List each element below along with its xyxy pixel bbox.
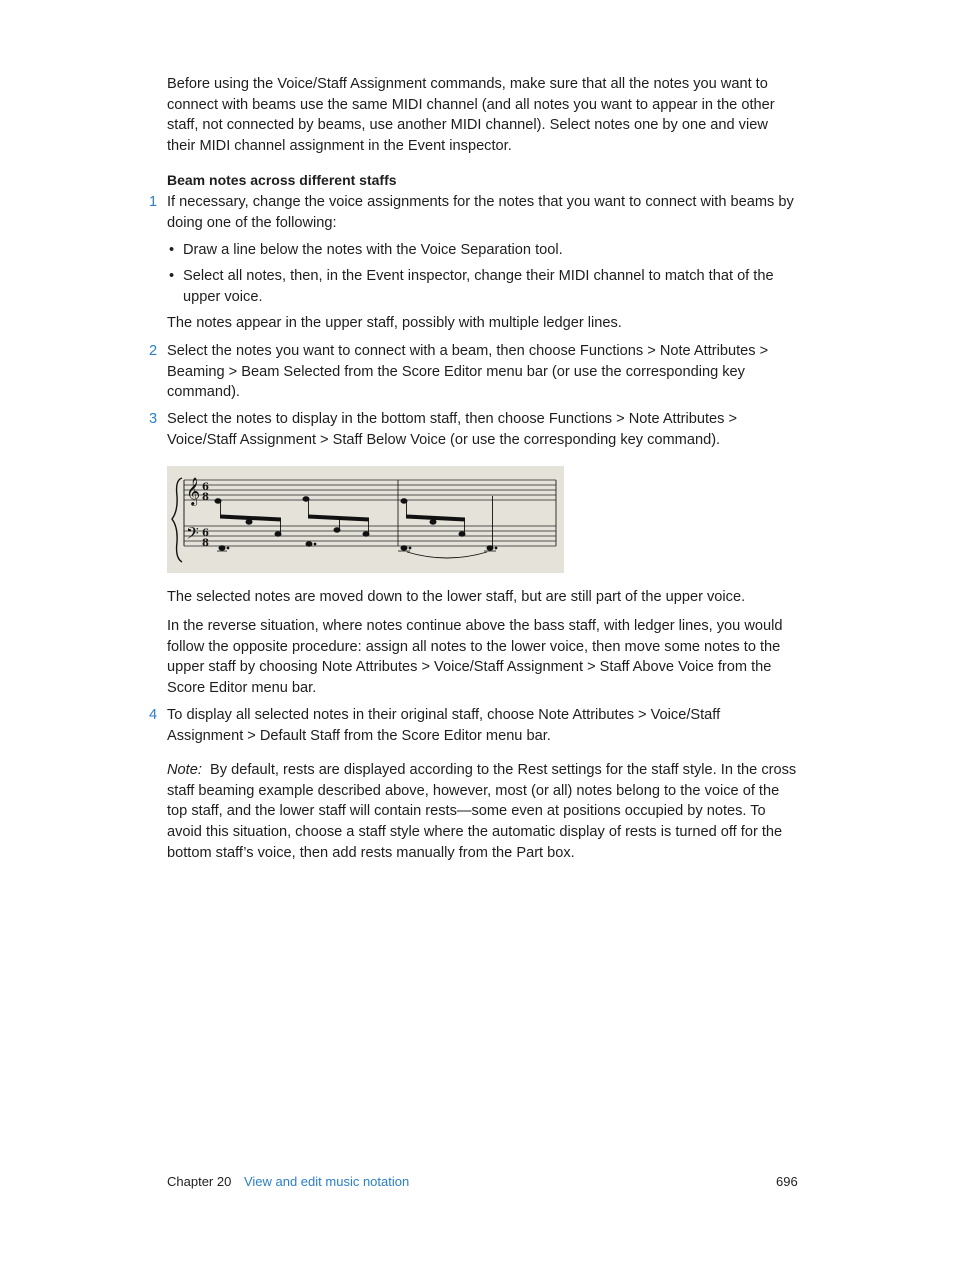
intro-paragraph: Before using the Voice/Staff Assignment commands, make sure that all the notes you want to connect with beams use the same MIDI channel (and all notes you want to appear in the other staff, not connected by beams, use another MIDI channel). Select notes one by one and view their MIDI channel assignment in the Event inspector. <box>167 76 775 155</box>
footer-chapter <box>167 1172 409 1193</box>
bullet-text: Select all notes, then, in the Event inspector, change their MIDI channel to match that of the upper voice. <box>183 268 774 305</box>
beam-group <box>303 497 369 546</box>
bass-clef-icon: 𝄢 <box>186 523 199 547</box>
time-sig-top: 6 <box>202 482 209 493</box>
bass-staff <box>184 526 556 546</box>
note-label: Note: <box>167 762 202 778</box>
treble-staff <box>184 480 556 500</box>
step-number: 1 <box>149 194 158 210</box>
step-number: 2 <box>149 343 158 359</box>
page-number: 696 <box>776 1174 798 1189</box>
brace-icon <box>172 478 182 562</box>
reverse-situation-paragraph: In the reverse situation, where notes continue above the bass staff, with ledger lines, you would follow the opposite procedure: assign all notes to the lower voice, then move some notes to the upper staff by choosing Note Attributes > Voice/Staff Assignment > Staff Above Voice from the Score Editor menu bar. <box>167 618 783 697</box>
bullet-text: Draw a line below the notes with the Voice Separation tool. <box>183 242 563 258</box>
note-text: By default, rests are displayed according to the Rest settings for the staff style. In the cross staff beaming example described above, however, most (or all) notes belong to the voice of the top staff, and the lower staff will contain rests—some even at positions occupied by notes. To avoid this situation, choose a staff style where the automatic display of rests is turned off for the bottom staff’s voice, then add rests manually from the Part box. <box>167 762 797 861</box>
chapter-number: Chapter 20 <box>167 1174 232 1189</box>
after-bullets-paragraph: The notes appear in the upper staff, possibly with multiple ledger lines. <box>167 315 622 331</box>
step-text: To display all selected notes in their original staff, choose Note Attributes > Voice/Staff Assignment > Default Staff from the Score Editor menu bar. <box>167 707 721 744</box>
section-heading: Beam notes across different staffs <box>167 172 397 188</box>
score-notation <box>167 466 564 573</box>
beam-group <box>215 499 281 551</box>
step-number: 4 <box>149 707 158 723</box>
step-text: If necessary, change the voice assignments for the notes that you want to connect with beams by doing one of the following: <box>167 194 794 231</box>
score-figure <box>167 466 564 573</box>
beam-group <box>398 496 497 558</box>
note-paragraph <box>167 760 797 864</box>
step-text: Select the notes to display in the bottom staff, then choose Functions > Note Attributes > Voice/Staff Assignment > Staff Below Voice (or use the corresponding key command). <box>167 411 738 448</box>
treble-clef-icon: 𝄞 <box>186 477 201 505</box>
bullet-dot: • <box>169 242 175 258</box>
time-sig-top: 6 <box>202 528 209 539</box>
time-sig-bottom: 8 <box>202 492 209 503</box>
step-text: Select the notes you want to connect with a beam, then choose Functions > Note Attributes > Beaming > Beam Selected from the Score Editor menu bar (or use the corresponding key command). <box>167 343 769 401</box>
bullet-dot: • <box>169 268 175 284</box>
step-number: 3 <box>149 411 158 427</box>
chapter-link[interactable]: View and edit music notation <box>243 1174 410 1189</box>
time-sig-bottom: 8 <box>202 538 209 549</box>
after-figure-paragraph: The selected notes are moved down to the lower staff, but are still part of the upper voice. <box>167 589 746 605</box>
